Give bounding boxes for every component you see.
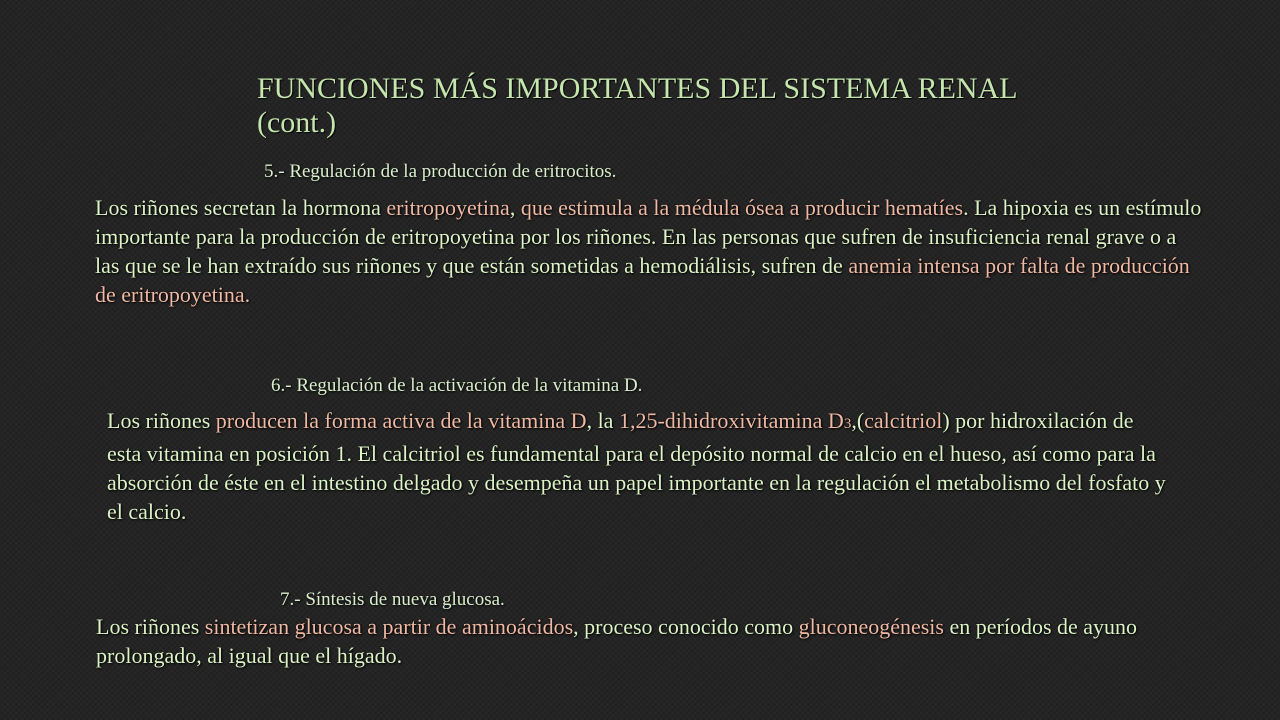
subscript: 3 xyxy=(843,416,852,432)
section-7-paragraph xyxy=(96,612,1206,670)
section-6-heading: 6.- Regulación de la activación de la vitamina D. xyxy=(271,375,643,396)
highlighted-term: producen la forma activa de la vitamina D xyxy=(215,408,587,433)
highlighted-term: calcitriol xyxy=(864,408,943,433)
text-segment: ) por hidroxilación de esta vitamina en posición 1. El calcitriol es fundamental para el depósito normal de calcio en el hueso, así como para la absorción de éste en el intestino delgado y desempeña un papel importante en la regulación el metabolismo del fosfato y el calcio. xyxy=(107,408,1166,524)
highlighted-term: que estimula a la médula ósea a producir hematíes xyxy=(520,195,964,220)
text-segment: Los riñones xyxy=(96,614,205,639)
highlighted-term: eritropoyetina xyxy=(386,195,510,220)
slide-title: FUNCIONES MÁS IMPORTANTES DEL SISTEMA RENAL (cont.) xyxy=(257,72,1017,139)
text-segment: en períodos de ayuno prolongado, al igual que el hígado. xyxy=(96,614,1138,668)
highlighted-term: gluconeogénesis xyxy=(798,614,944,639)
text-segment: Los riñones xyxy=(107,408,216,433)
highlighted-term: anemia intensa por falta de producción de eritropoyetina. xyxy=(95,253,1190,307)
text-segment: , xyxy=(509,195,521,220)
text-segment: , proceso conocido como xyxy=(573,614,799,639)
section-5-heading: 5.- Regulación de la producción de eritrocitos. xyxy=(264,161,617,182)
text-segment: , la xyxy=(586,408,619,433)
section-6-paragraph xyxy=(107,406,1167,526)
text-segment: . La hipoxia es un estímulo importante para la producción de eritropoyetina por los riñones. En las personas que sufren de insuficiencia renal grave o a las que se le han extraído sus riñones y que están sometidas a hemodiálisis, sufren de xyxy=(95,195,1202,278)
section-7-heading: 7.- Síntesis de nueva glucosa. xyxy=(280,589,505,610)
text-segment: ,( xyxy=(851,408,865,433)
highlighted-term: 1,25-dihidroxivitamina D xyxy=(618,408,844,433)
text-segment: Los riñones secretan la hormona xyxy=(95,195,387,220)
highlighted-term: sintetizan glucosa a partir de aminoácidos xyxy=(204,614,574,639)
section-5-paragraph xyxy=(95,193,1205,309)
